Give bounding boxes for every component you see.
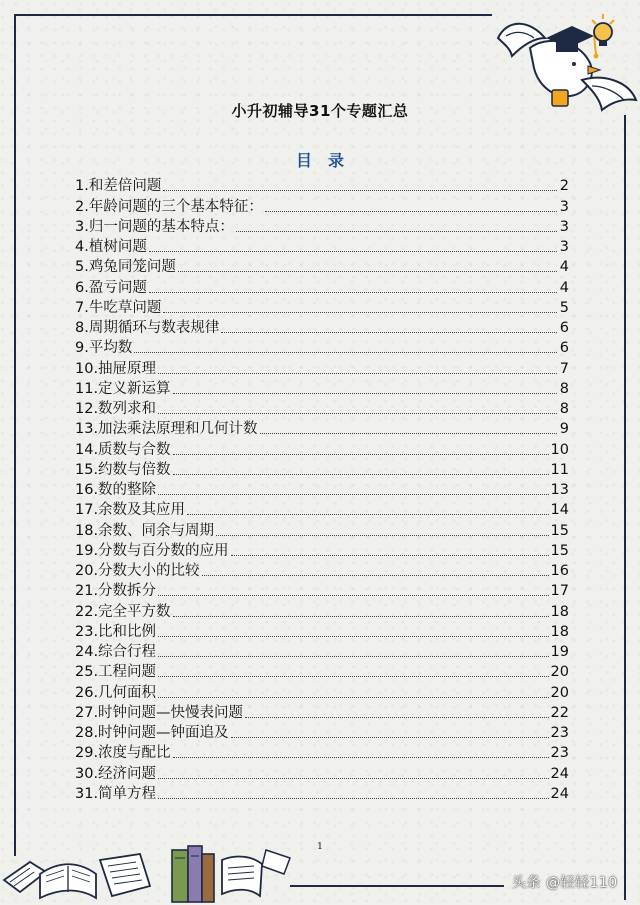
toc-entry-title: 14.质数与合数 xyxy=(75,441,171,458)
toc-entry[interactable] xyxy=(75,439,569,459)
page-frame-left xyxy=(14,14,16,856)
toc-entry-page: 23 xyxy=(550,725,569,741)
toc-entry[interactable] xyxy=(75,763,569,783)
toc-entry-page: 4 xyxy=(559,279,569,296)
toc-entry[interactable] xyxy=(75,419,569,439)
toc-entry[interactable] xyxy=(75,541,569,561)
watermark-text: 头条 @轻轻110 xyxy=(512,875,618,891)
toc-entry-leader xyxy=(158,697,548,698)
toc-entry-leader xyxy=(158,373,557,374)
toc-entry[interactable] xyxy=(75,784,569,804)
toc-entry[interactable] xyxy=(75,298,569,318)
toc-entry[interactable] xyxy=(75,561,569,581)
toc-entry-leader xyxy=(173,474,549,475)
toc-entry-page: 3 xyxy=(559,239,569,255)
document-title: 小升初辅导31个专题汇总 xyxy=(231,102,409,120)
toc-entry-page: 6 xyxy=(559,320,569,336)
toc-entry[interactable] xyxy=(75,176,569,196)
toc-entry-title: 26.几何面积 xyxy=(75,684,157,701)
toc-entry-leader xyxy=(158,676,548,677)
toc-entry-title: 1.和差倍问题 xyxy=(75,178,162,195)
toc-entry-leader xyxy=(245,717,548,718)
toc-entry-page: 15 xyxy=(550,522,569,539)
toc-entry-title: 5.鸡兔同笼问题 xyxy=(75,259,176,276)
toc-entry-leader xyxy=(163,190,557,191)
toc-entry-page: 23 xyxy=(550,745,569,762)
toc-entry-title: 22.完全平方数 xyxy=(75,603,171,620)
toc-entry-title: 15.约数与倍数 xyxy=(75,461,171,478)
toc-entry[interactable] xyxy=(75,723,569,743)
toc-entry-title: 29.浓度与配比 xyxy=(75,745,171,762)
toc-entry-page: 19 xyxy=(550,644,569,660)
toc-entry-page: 18 xyxy=(550,623,569,640)
toc-entry-leader xyxy=(158,595,548,596)
toc-entry-page: 24 xyxy=(550,765,569,782)
toc-entry-title: 11.定义新运算 xyxy=(75,380,171,397)
toc-entry-leader xyxy=(149,292,557,293)
toc-entry-leader xyxy=(202,575,549,576)
toc-entry-page: 7 xyxy=(559,360,569,377)
toc-entry-page: 6 xyxy=(559,340,569,357)
toc-entry-page: 14 xyxy=(550,502,569,519)
page-frame-bottom xyxy=(290,885,504,887)
toc-entry-page: 13 xyxy=(550,482,569,498)
toc-entry-page: 18 xyxy=(550,603,569,620)
toc-entry-page: 8 xyxy=(559,401,569,417)
toc-entry[interactable] xyxy=(75,217,569,237)
toc-entry-leader xyxy=(163,312,557,313)
toc-entry-title: 10.抽屉原理 xyxy=(75,360,157,377)
toc-entry-page: 15 xyxy=(550,542,569,559)
toc-entry-title: 18.余数、同余与周期 xyxy=(75,522,215,539)
page-frame-top xyxy=(14,14,492,16)
toc-entry-leader xyxy=(221,332,557,333)
toc-entry-page: 20 xyxy=(550,684,569,701)
toc-entry-page: 16 xyxy=(550,563,569,579)
toc-entry-leader xyxy=(158,656,548,657)
toc-entry-leader xyxy=(158,636,548,637)
toc-heading: 目 录 xyxy=(295,151,344,170)
toc-entry[interactable] xyxy=(75,237,569,257)
toc-entry-leader xyxy=(260,433,557,434)
toc-entry[interactable] xyxy=(75,520,569,540)
toc-entry-title: 25.工程问题 xyxy=(75,664,157,681)
toc-entry-leader xyxy=(134,352,557,353)
toc-entry-title: 30.经济问题 xyxy=(75,765,157,782)
page-number: 1 xyxy=(317,842,323,852)
toc-entry-page: 17 xyxy=(550,583,569,600)
toc-entry-title: 24.综合行程 xyxy=(75,644,157,660)
toc-entry-leader xyxy=(236,231,557,232)
toc-entry-page: 20 xyxy=(550,664,569,681)
toc-entry-title: 19.分数与百分数的应用 xyxy=(75,542,229,559)
toc-entry-title: 7.牛吃草问题 xyxy=(75,299,162,316)
toc-entry-title: 17.余数及其应用 xyxy=(75,502,186,519)
toc-entry-title: 3.归一问题的基本特点： xyxy=(75,218,234,235)
toc-entry-title: 23.比和比例 xyxy=(75,623,157,640)
toc-entry[interactable] xyxy=(75,743,569,763)
toc-entry[interactable] xyxy=(75,622,569,642)
toc-entry-page: 22 xyxy=(550,704,569,721)
toc-entry-title: 8.周期循环与数表规律 xyxy=(75,320,220,336)
toc-entry-title: 20.分数大小的比较 xyxy=(75,563,200,579)
table-of-contents xyxy=(75,176,569,804)
toc-entry-leader xyxy=(173,393,557,394)
toc-entry-title: 12.数列求和 xyxy=(75,401,157,417)
toc-entry[interactable] xyxy=(75,318,569,338)
toc-entry[interactable] xyxy=(75,257,569,277)
toc-entry-leader xyxy=(173,616,549,617)
toc-entry[interactable] xyxy=(75,460,569,480)
toc-entry-title: 21.分数拆分 xyxy=(75,583,157,600)
toc-entry[interactable] xyxy=(75,682,569,702)
toc-entry-page: 3 xyxy=(559,198,569,215)
toc-entry-title: 31.简单方程 xyxy=(75,785,157,802)
toc-entry[interactable] xyxy=(75,379,569,399)
toc-entry[interactable] xyxy=(75,338,569,358)
toc-entry-leader xyxy=(158,413,557,414)
toc-entry-page: 4 xyxy=(559,259,569,276)
toc-entry-page: 10 xyxy=(550,441,569,458)
toc-entry-title: 6.盈亏问题 xyxy=(75,279,147,296)
toc-entry-leader xyxy=(231,555,549,556)
toc-entry-page: 9 xyxy=(559,421,569,438)
toc-entry-leader xyxy=(265,211,557,212)
lightbulb-icon xyxy=(588,14,618,54)
toc-entry-leader xyxy=(158,494,548,495)
toc-entry[interactable] xyxy=(75,196,569,216)
toc-entry[interactable] xyxy=(75,358,569,378)
toc-entry-leader xyxy=(173,757,549,758)
toc-entry-page: 2 xyxy=(559,178,569,195)
toc-entry-title: 27.时钟问题—快慢表问题 xyxy=(75,704,244,721)
toc-entry-title: 2.年龄问题的三个基本特征： xyxy=(75,198,263,215)
toc-entry[interactable] xyxy=(75,399,569,419)
toc-entry-page: 5 xyxy=(559,299,569,316)
toc-entry[interactable] xyxy=(75,662,569,682)
toc-entry[interactable] xyxy=(75,500,569,520)
toc-entry[interactable] xyxy=(75,581,569,601)
toc-entry-title: 9.平均数 xyxy=(75,340,133,357)
toc-entry-leader xyxy=(149,251,557,252)
toc-entry-leader xyxy=(216,535,548,536)
toc-entry-leader xyxy=(187,514,548,515)
toc-entry-title: 13.加法乘法原理和几何计数 xyxy=(75,421,258,438)
toc-entry-leader xyxy=(173,454,549,455)
toc-entry[interactable] xyxy=(75,480,569,500)
toc-entry[interactable] xyxy=(75,277,569,297)
toc-entry-leader xyxy=(158,798,548,799)
toc-entry-leader xyxy=(231,737,549,738)
toc-entry-leader xyxy=(178,271,557,272)
toc-entry-page: 11 xyxy=(550,461,569,478)
toc-entry-title: 28.时钟问题—钟面追及 xyxy=(75,725,229,741)
page-frame-right xyxy=(624,115,626,900)
toc-entry-page: 8 xyxy=(559,380,569,397)
toc-entry-title: 4.植树问题 xyxy=(75,239,147,255)
toc-entry[interactable] xyxy=(75,642,569,662)
toc-entry[interactable] xyxy=(75,601,569,621)
toc-entry-title: 16.数的整除 xyxy=(75,482,157,498)
toc-entry[interactable] xyxy=(75,703,569,723)
toc-entry-page: 24 xyxy=(550,785,569,802)
toc-entry-leader xyxy=(158,778,548,779)
toc-entry-page: 3 xyxy=(559,218,569,235)
